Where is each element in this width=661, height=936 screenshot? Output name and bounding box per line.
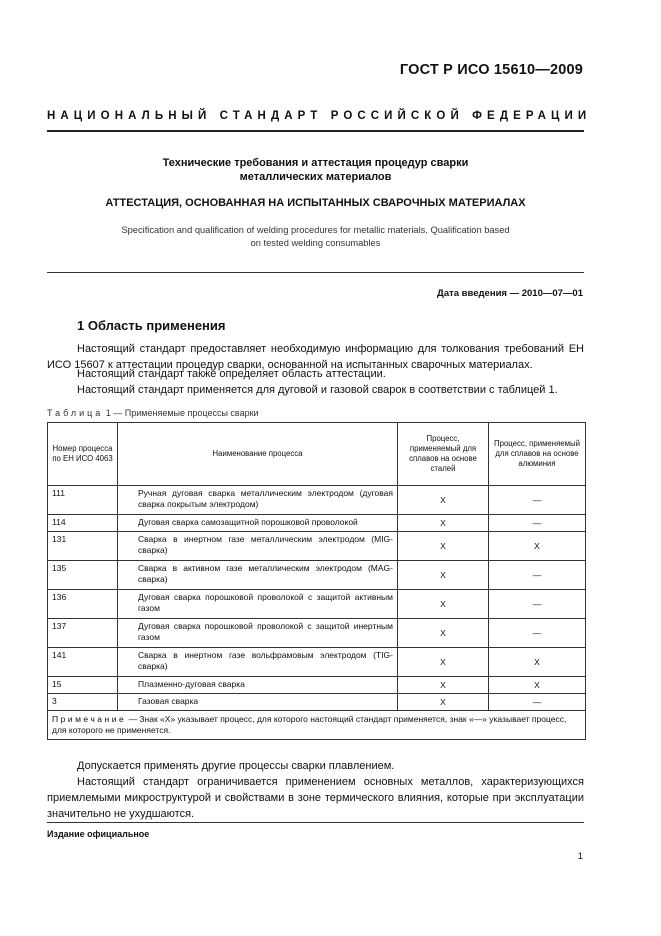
table-row (48, 532, 586, 561)
footer-rule (47, 822, 584, 823)
process-number: 131 (48, 532, 118, 561)
title-russian-line1: Технические требования и аттестация процедур сварки (162, 157, 469, 169)
welding-processes-table (47, 422, 586, 740)
steel-mark: X (398, 694, 489, 711)
table-row (48, 648, 586, 677)
introduction-date: Дата введения — 2010—07—01 (437, 288, 583, 299)
document-number: ГОСТ Р ИСО 15610—2009 (399, 62, 583, 78)
steel-mark: X (398, 619, 489, 648)
title-russian (47, 156, 584, 184)
edition-label: Издание официальное (47, 829, 150, 839)
steel-mark: X (398, 486, 489, 515)
table-row (48, 619, 586, 648)
page-number: 1 (577, 851, 583, 862)
process-number: 141 (48, 648, 118, 677)
after-table-paragraph-2: Настоящий стандарт ограничивается применением основных металлов, характеризующихся приемлемыми микроструктурой и свойствами в зоне термического влияния, которые при эксплуатации значительно не ухудшаются. (47, 776, 584, 820)
table-header-row (48, 423, 586, 486)
title-english (47, 224, 584, 250)
national-standard-banner: НАЦИОНАЛЬНЫЙ СТАНДАРТ РОССИЙСКОЙ ФЕДЕРАЦИИ (47, 110, 592, 122)
table-caption: Таблица 1 — Применяемые процессы сварки (47, 408, 259, 418)
aluminium-mark: — (489, 694, 586, 711)
header-rule (47, 130, 584, 132)
table-row (48, 590, 586, 619)
aluminium-mark: X (489, 532, 586, 561)
aluminium-mark: — (489, 590, 586, 619)
header-aluminium: Процесс, применяемый для сплавов на основе алюминия (489, 423, 586, 486)
aluminium-mark: — (489, 486, 586, 515)
title-main: АТТЕСТАЦИЯ, ОСНОВАННАЯ НА ИСПЫТАННЫХ СВАРОЧНЫХ МАТЕРИАЛАХ (105, 197, 526, 209)
aluminium-mark: — (489, 561, 586, 590)
process-name: Дуговая сварка порошковой проволокой с защитой активным газом (118, 590, 398, 619)
header-steel: Процесс, применяемый для сплавов на основе сталей (398, 423, 489, 486)
title-russian-line2: металлических материалов (239, 171, 392, 183)
process-name: Дуговая сварка самозащитной порошковой проволокой (118, 515, 398, 532)
steel-mark: X (398, 648, 489, 677)
process-name: Сварка в инертном газе вольфрамовым электродом (TIG-сварка) (118, 648, 398, 677)
process-number: 3 (48, 694, 118, 711)
table-note-row (48, 711, 586, 740)
process-number: 136 (48, 590, 118, 619)
process-number: 114 (48, 515, 118, 532)
table-row (48, 677, 586, 694)
header-process-name: Наименование процесса (118, 423, 398, 486)
scope-paragraph-3: Настоящий стандарт применяется для дуговой и газовой сварок в соответствии с таблицей 1. (77, 384, 558, 396)
title-english-line1: Specification and qualification of welding procedures for metallic materials. Qualification based (121, 225, 510, 235)
steel-mark: X (398, 532, 489, 561)
steel-mark: X (398, 561, 489, 590)
process-number: 135 (48, 561, 118, 590)
section-heading: 1 Область применения (77, 318, 226, 333)
process-number: 111 (48, 486, 118, 515)
aluminium-mark: X (489, 677, 586, 694)
aluminium-mark: — (489, 515, 586, 532)
process-name: Ручная дуговая сварка металлическим электродом (дуговая сварка покрытым электродом) (118, 486, 398, 515)
process-number: 137 (48, 619, 118, 648)
process-number: 15 (48, 677, 118, 694)
table-row (48, 561, 586, 590)
after-table-paragraph-1: Допускается применять другие процессы сварки плавлением. (77, 760, 395, 772)
aluminium-mark: X (489, 648, 586, 677)
process-name: Плазменно-дуговая сварка (118, 677, 398, 694)
table-row (48, 486, 586, 515)
steel-mark: X (398, 515, 489, 532)
scope-paragraph-2: Настоящий стандарт также определяет область аттестации. (77, 368, 386, 380)
process-name: Дуговая сварка порошковой проволокой с защитой инертным газом (118, 619, 398, 648)
process-name: Сварка в инертном газе металлическим электродом (MIG-сварка) (118, 532, 398, 561)
table-note: Примечание — Знак «X» указывает процесс, для которого настоящий стандарт применяется, знак «—» указывает процесс, для которого не применяется. (48, 711, 586, 740)
steel-mark: X (398, 590, 489, 619)
title-english-line2: on tested welding consumables (250, 238, 381, 248)
table-row (48, 694, 586, 711)
table-row (48, 515, 586, 532)
title-rule (47, 272, 584, 273)
process-name: Сварка в активном газе металлическим электродом (MAG-сварка) (118, 561, 398, 590)
aluminium-mark: — (489, 619, 586, 648)
scope-paragraph-1: Настоящий стандарт предоставляет необходимую информацию для толкования требований ЕН ИСО 15607 к аттестации процедур сварки, основанной на испытанных сварочных материалах. (47, 343, 584, 371)
header-process-number: Номер процесса по ЕН ИСО 4063 (48, 423, 118, 486)
steel-mark: X (398, 677, 489, 694)
process-name: Газовая сварка (118, 694, 398, 711)
